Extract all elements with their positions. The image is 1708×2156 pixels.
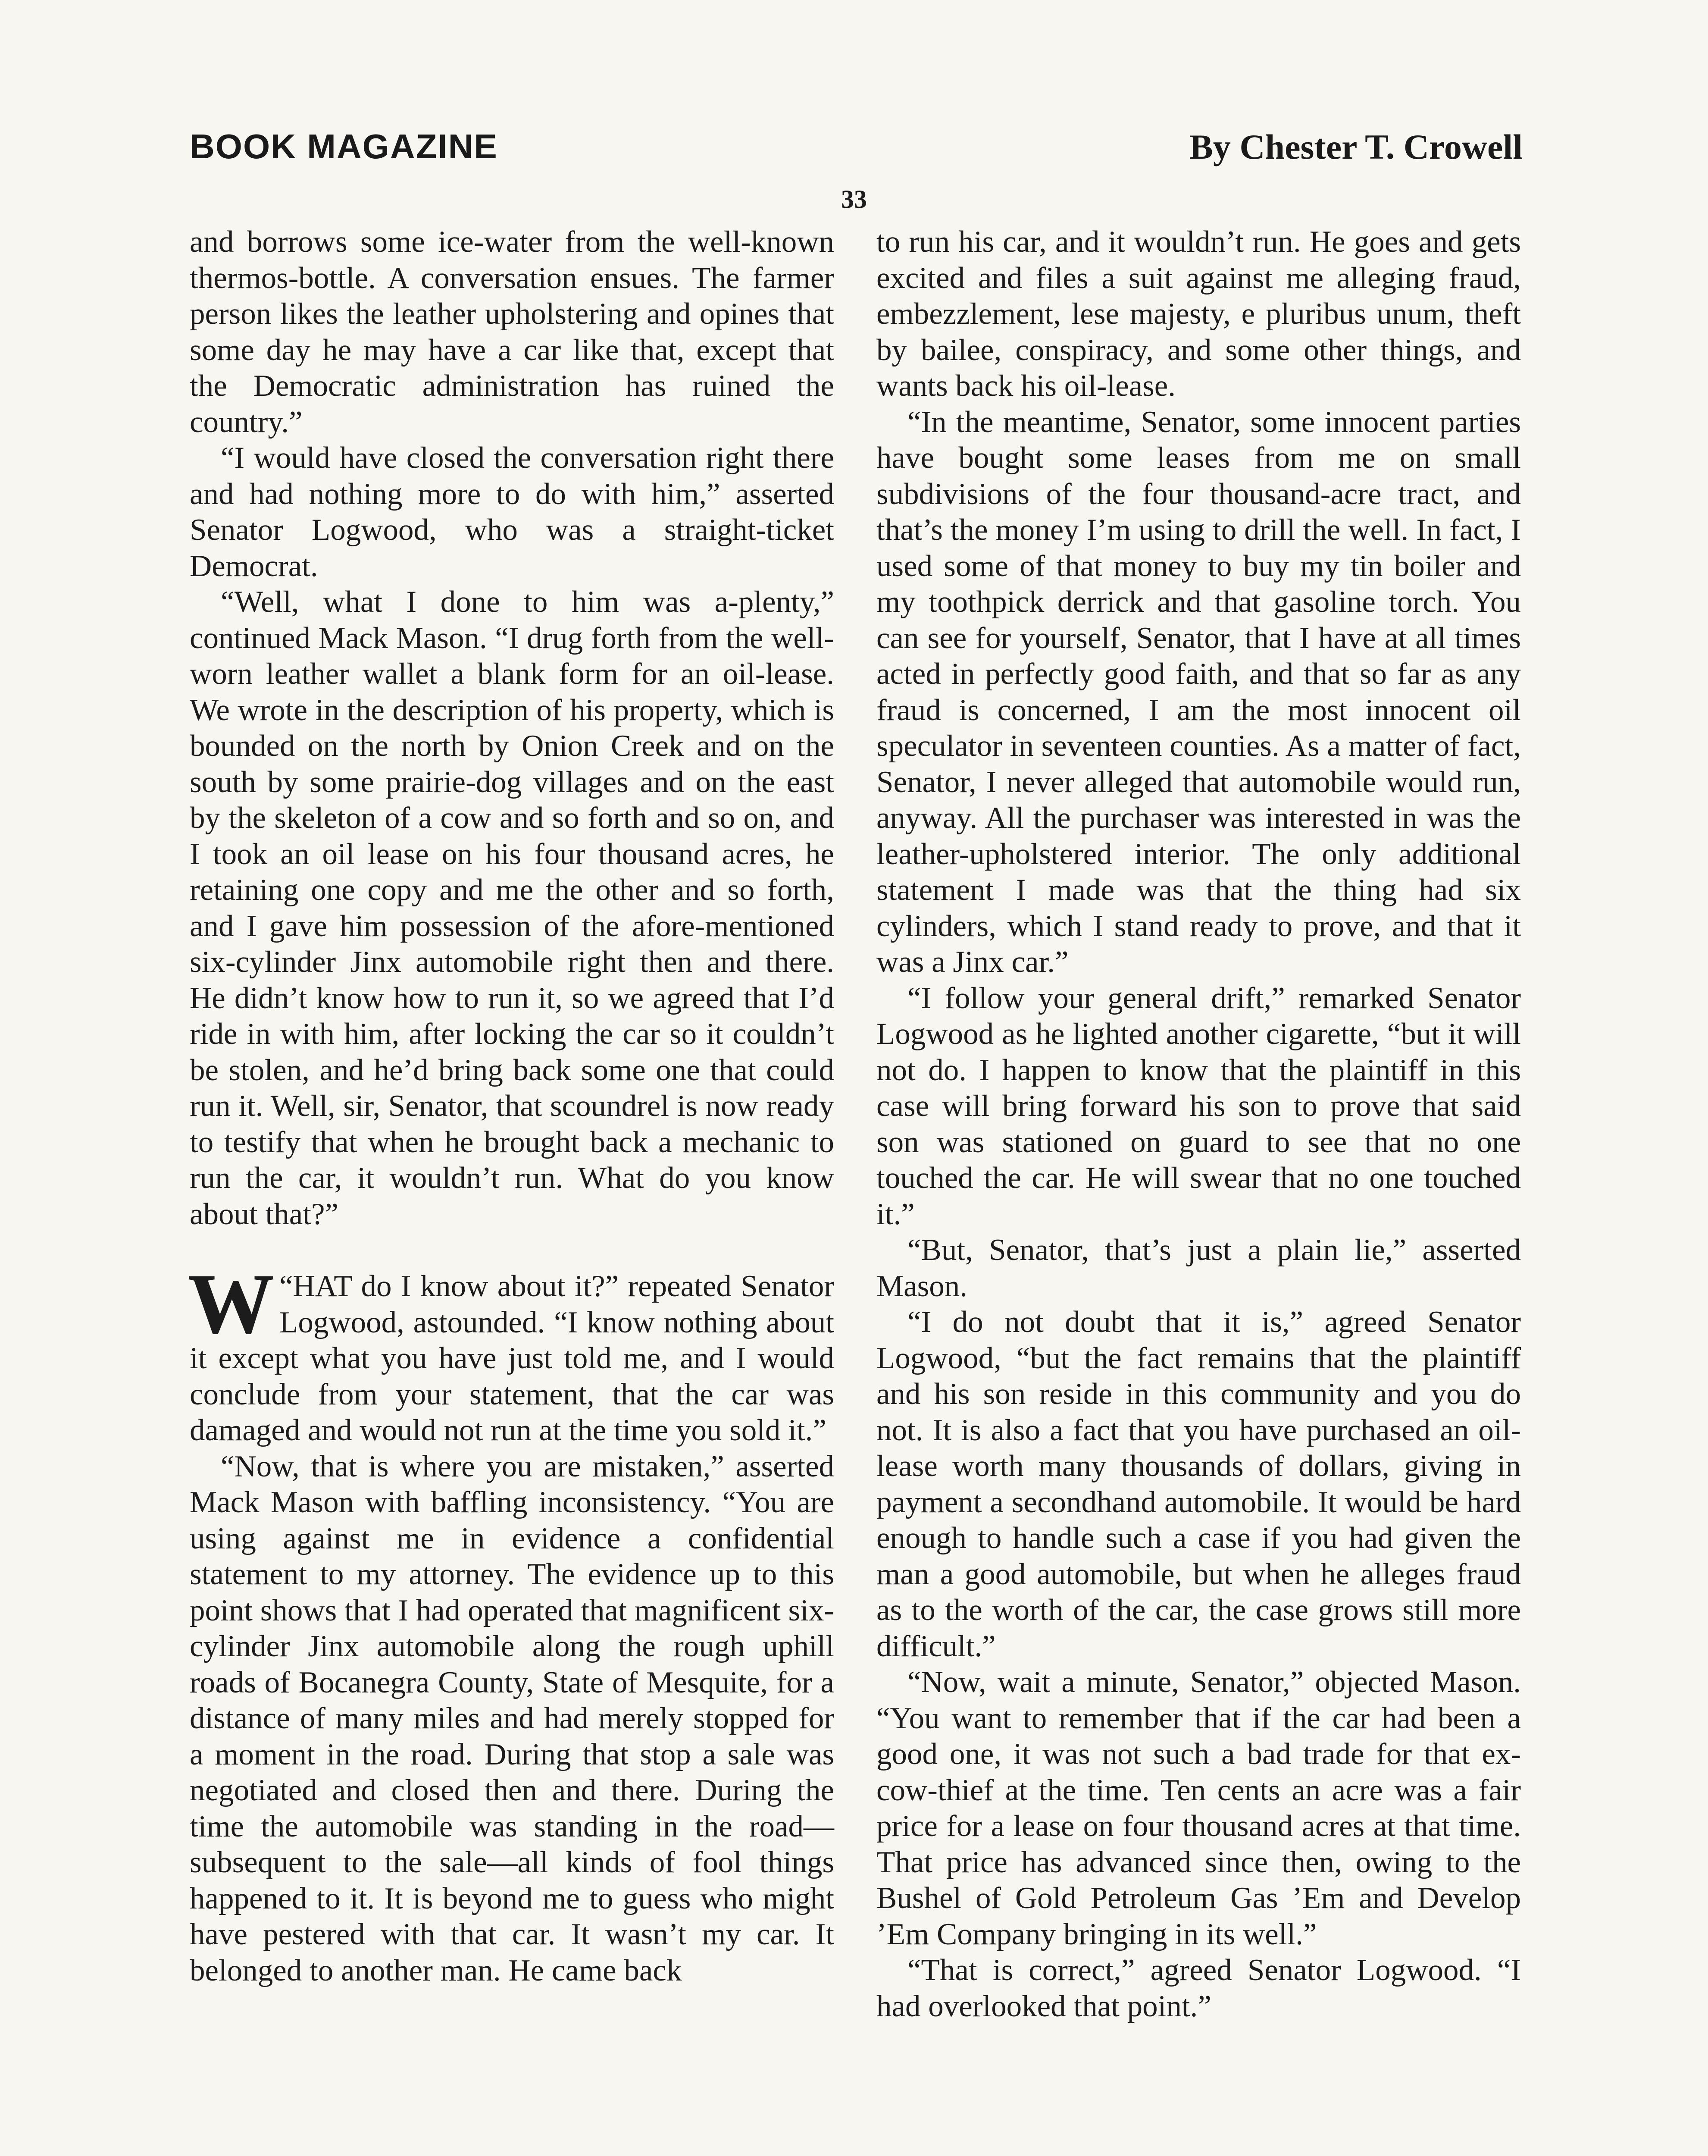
page-number: 33 bbox=[841, 185, 867, 213]
paragraph-text: HAT do I know about it?” repeated Senator Logwood, astounded. “I know nothing about it except what you have just told me, and I would conclude from your statement, that the car was damaged and would not run at the time you sold it.” bbox=[190, 1269, 834, 1447]
paragraph: “That is correct,” agreed Senator Logwood. “I had overlooked that point.” bbox=[876, 1953, 1521, 2023]
paragraph: “Now, wait a minute, Senator,” objected Mason. “You want to remember that if the car had been a good one, it was not such a bad trade for that ex-cow-thief at the time. Ten cents an acre was a fair price for a lease on four thousand acres at that time. That price has advanced since then, owing to the Bushel of Gold Petroleum Gas ’Em and Develop ’Em Company bringing in its well.” bbox=[876, 1665, 1521, 1951]
dropcap-letter: W bbox=[188, 1257, 274, 1352]
running-header-author: By Chester T. Crowell bbox=[1189, 127, 1523, 166]
right-column bbox=[876, 224, 1521, 2024]
paragraph: “Now, that is where you are mistaken,” asserted Mack Mason with baffling inconsistency. “You are using against me in evidence a confidential statement to my attorney. The evidence up to this point shows that I had operated that magnificent six-cylinder Jinx automobile along the rough uphill roads of Bocanegra County, State of Mesquite, for a distance of many miles and had merely stopped for a moment in the road. During that stop a sale was negotiated and closed then and there. During the time the automobile was standing in the road—subsequent to the sale—all kinds of fool things happened to it. It is beyond me to guess who might have pestered with that car. It wasn’t my car. It belonged to another man. He came back bbox=[190, 1449, 834, 1987]
paragraph: “I do not doubt that it is,” agreed Senator Logwood, “but the fact remains that the plaintiff and his son reside in this community and you do not. It is also a fact that you have purchased an oil-lease worth many thousands of dollars, giving in payment a secondhand automobile. It would be hard enough to handle such a case if you had given the man a good automobile, but when he alleges fraud as to the worth of the car, the case grows still more difficult.” bbox=[876, 1305, 1521, 1663]
running-header-title: BOOK MAGAZINE bbox=[190, 127, 498, 166]
paragraph: “In the meantime, Senator, some innocent parties have bought some leases from me on small subdivisions of the four thousand-acre tract, and that’s the money I’m using to drill the well. In fact, I used some of that money to buy my tin boiler and my toothpick derrick and that gasoline torch. You can see for yourself, Senator, that I have at all times acted in perfectly good faith, and that so far as any fraud is concerned, I am the most innocent oil speculator in seventeen counties. As a matter of fact, Senator, I never alleged that automobile would run, anyway. All the purchaser was interested in was the leather-upholstered interior. The only additional statement I made was that the thing had six cylinders, which I stand ready to prove, and that it was a Jinx car.” bbox=[876, 405, 1521, 979]
paragraph: to run his car, and it wouldn’t run. He goes and gets excited and files a suit against me alleging fraud, embezzlement, lese majesty, e pluribus unum, theft by bailee, conspiracy, and some other things, and wants back his oil-lease. bbox=[876, 225, 1521, 403]
paragraph: and borrows some ice-water from the well-known thermos-bottle. A conversation ensues. The farmer person likes the leather upholstering and opines that some day he may have a car like that, except that the Democratic administration has ruined the country.” bbox=[190, 225, 834, 439]
left-column bbox=[190, 224, 834, 1989]
dropcap-open-quote: “ bbox=[279, 1269, 293, 1303]
dropcap-paragraph bbox=[188, 1257, 834, 1449]
paragraph: “Well, what I done to him was a-plenty,” continued Mack Mason. “I drug forth from the well-worn leather wallet a blank form for an oil-lease. We wrote in the description of his property, which is bounded on the north by Onion Creek and on the south by some prairie-dog villages and on the east by the skeleton of a cow and so forth and so on, and I took an oil lease on his four thousand acres, he retaining one copy and me the other and so forth, and I gave him possession of the afore-mentioned six-cylinder Jinx automobile right then and there. He didn’t know how to run it, so we agreed that I’d ride in with him, after locking the car so it couldn’t be stolen, and he’d bring back some one that could run it. Well, sir, Senator, that scoundrel is now ready to testify that when he brought back a mechanic to run the car, it wouldn’t run. What do you know about that?” bbox=[190, 585, 834, 1231]
paragraph: “I follow your general drift,” remarked Senator Logwood as he lighted another cigarette, “but it will not do. I happen to know that the plaintiff in this case will bring forward his son to prove that said son was stationed on guard to see that no one touched the car. He will swear that no one touched it.” bbox=[876, 981, 1521, 1231]
paragraph: “I would have closed the conversation right there and had nothing more to do with him,” asserted Senator Logwood, who was a straight-ticket Democrat. bbox=[190, 441, 834, 583]
paragraph: “But, Senator, that’s just a plain lie,” asserted Mason. bbox=[876, 1233, 1521, 1303]
